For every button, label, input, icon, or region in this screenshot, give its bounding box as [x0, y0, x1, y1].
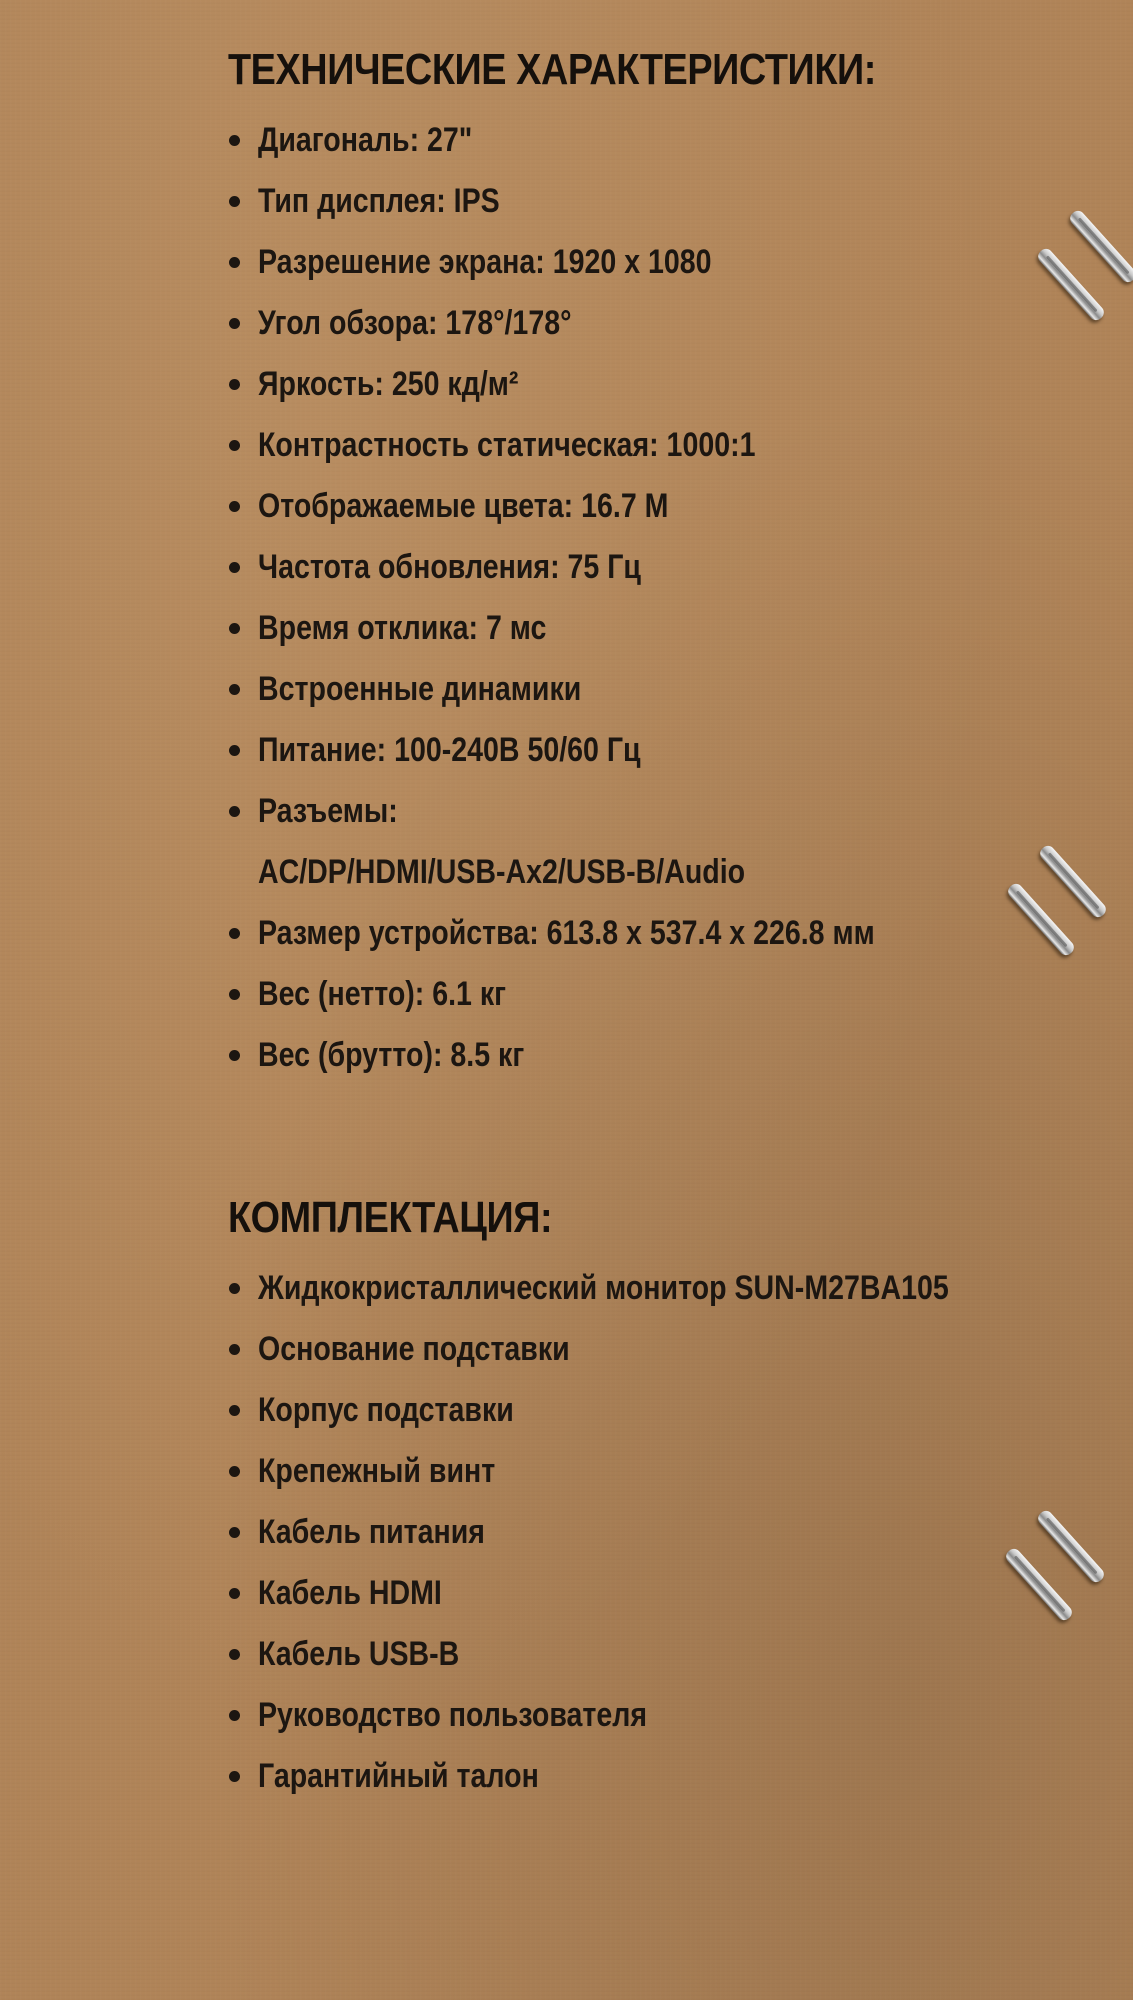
bullet-icon — [229, 1050, 240, 1061]
spec-item-colors: Отображаемые цвета: 16.7 М — [225, 476, 1075, 537]
kit-heading: КОМПЛЕКТАЦИЯ: — [228, 1193, 553, 1242]
kit-item-usb-cable: Кабель USB-B — [225, 1624, 1075, 1685]
staple-icon — [1035, 1508, 1106, 1585]
bullet-icon — [229, 135, 240, 146]
bullet-icon — [229, 562, 240, 573]
kit-item-power-cable: Кабель питания — [225, 1502, 1075, 1563]
bullet-icon — [229, 1405, 240, 1416]
kit-item-screw: Крепежный винт — [225, 1441, 1075, 1502]
kit-list — [225, 1258, 1075, 1807]
bullet-icon — [229, 1771, 240, 1782]
kit-item-warranty: Гарантийный талон — [225, 1746, 1075, 1807]
specs-list — [225, 110, 1075, 1086]
spec-item-dimensions: Размер устройства: 613.8 x 537.4 x 226.8 мм — [225, 903, 1075, 964]
spec-item-display-type: Тип дисплея: IPS — [225, 171, 1075, 232]
spec-item-connectors: Разъемы: — [225, 781, 1075, 842]
spec-item-net-weight: Вес (нетто): 6.1 кг — [225, 964, 1075, 1025]
spec-item-contrast: Контрастность статическая: 1000:1 — [225, 415, 1075, 476]
bullet-icon — [229, 623, 240, 634]
bullet-icon — [229, 1710, 240, 1721]
bullet-icon — [229, 257, 240, 268]
kit-item-monitor: Жидкокристаллический монитор SUN-M27BA105 — [225, 1258, 1075, 1319]
kit-item-stand-base: Основание подставки — [225, 1319, 1075, 1380]
bullet-icon — [229, 501, 240, 512]
bullet-icon — [229, 379, 240, 390]
bullet-icon — [229, 1466, 240, 1477]
spec-item-viewing-angle: Угол обзора: 178°/178° — [225, 293, 1075, 354]
spec-item-connectors-list: AC/DP/HDMI/USB-Ax2/USB-B/Audio — [258, 853, 746, 891]
staple-pair-bottom — [988, 1515, 1098, 1655]
spec-item-diagonal: Диагональ: 27" — [225, 110, 1075, 171]
staple-icon — [1037, 843, 1108, 920]
bullet-icon — [229, 1649, 240, 1660]
spec-item-response-time: Время отклика: 7 мс — [225, 598, 1075, 659]
staple-icon — [1035, 246, 1106, 323]
bullet-icon — [229, 745, 240, 756]
staple-pair-top — [1020, 215, 1130, 355]
spec-item-gross-weight: Вес (брутто): 8.5 кг — [225, 1025, 1075, 1086]
spec-item-brightness: Яркость: 250 кд/м² — [225, 354, 1075, 415]
bullet-icon — [229, 928, 240, 939]
bullet-icon — [229, 1527, 240, 1538]
bullet-icon — [229, 806, 240, 817]
bullet-icon — [229, 989, 240, 1000]
spec-item-speakers: Встроенные динамики — [225, 659, 1075, 720]
bullet-icon — [229, 1283, 240, 1294]
kit-section — [225, 1186, 1075, 1807]
bullet-icon — [229, 684, 240, 695]
bullet-icon — [229, 1344, 240, 1355]
bullet-icon — [229, 318, 240, 329]
bullet-icon — [229, 1588, 240, 1599]
staple-icon — [1003, 1546, 1074, 1623]
specs-heading: ТЕХНИЧЕСКИЕ ХАРАКТЕРИСТИКИ: — [228, 45, 876, 94]
staple-icon — [1005, 881, 1076, 958]
spec-item-refresh-rate: Частота обновления: 75 Гц — [225, 537, 1075, 598]
kit-item-manual: Руководство пользователя — [225, 1685, 1075, 1746]
kit-item-hdmi-cable: Кабель HDMI — [225, 1563, 1075, 1624]
spec-item-power: Питание: 100-240В 50/60 Гц — [225, 720, 1075, 781]
bullet-icon — [229, 196, 240, 207]
bullet-icon — [229, 440, 240, 451]
specs-section — [225, 38, 1075, 1086]
spec-item-resolution: Разрешение экрана: 1920 x 1080 — [225, 232, 1075, 293]
staple-icon — [1067, 208, 1133, 285]
staple-pair-middle — [990, 850, 1100, 990]
kit-item-stand-body: Корпус подставки — [225, 1380, 1075, 1441]
